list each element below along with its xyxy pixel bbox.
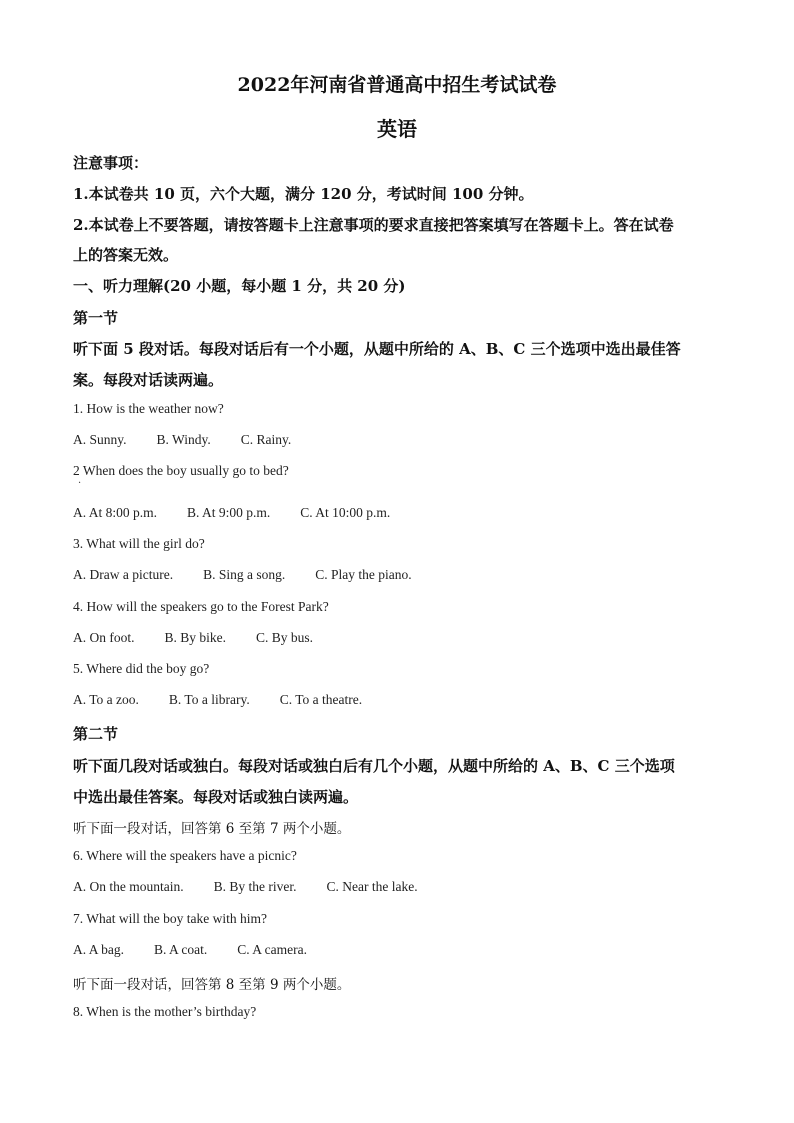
- section1-title: 第一节: [73, 309, 119, 327]
- question-4-text: 4. How will the speakers go to the Forest Park?: [73, 599, 329, 614]
- dialog-instruction-6-7: 听下面一段对话，回答第 6 至第 7 两个小题。: [73, 821, 351, 837]
- option-b: B. A coat.: [154, 942, 208, 957]
- question-6-text: 6. Where will the speakers have a picnic?: [73, 848, 297, 863]
- option-a: A. To a zoo.: [73, 692, 139, 707]
- question-1-options: [73, 432, 291, 448]
- question-2-options: [73, 505, 390, 521]
- notes-heading: 注意事项：: [73, 154, 149, 172]
- section1-instruction-line-2: 案。每段对话读两遍。: [73, 371, 224, 389]
- section1-instruction-line-1: 听下面 5 段对话。每段对话后有一个小题，从题中所给的 A、B、C 三个选项中选出最佳答: [73, 340, 681, 358]
- notes-item-2-line-2: 上的答案无效。: [73, 246, 179, 264]
- section2-title: 第二节: [73, 725, 119, 743]
- notes-item-1: 1.本试卷共 10 页，六个大题，满分 120 分，考试时间 100 分钟。: [73, 185, 534, 203]
- question-8-text: 8. When is the mother’s birthday?: [73, 1004, 257, 1019]
- option-a: A. Sunny.: [73, 432, 127, 447]
- subject-title: 英语: [377, 117, 417, 141]
- option-c: C. Near the lake.: [326, 879, 418, 894]
- section2-instruction-line-1: 听下面几段对话或独白。每段对话或独白后有几个小题，从题中所给的 A、B、C 三个选项: [73, 757, 675, 775]
- option-c: C. Play the piano.: [315, 567, 412, 582]
- exam-title: 2022年河南省普通高中招生考试试卷: [237, 74, 557, 96]
- question-2-text: 2 When does the boy usually go to bed?: [73, 463, 289, 478]
- option-c: C. To a theatre.: [279, 692, 363, 707]
- option-b: B. At 9:00 p.m.: [187, 505, 271, 520]
- option-c: C. By bus.: [256, 630, 314, 645]
- option-c: C. Rainy.: [240, 432, 292, 447]
- option-b: B. Windy.: [156, 432, 211, 447]
- option-b: B. Sing a song.: [203, 567, 286, 582]
- option-b: B. By bike.: [164, 630, 227, 645]
- part1-heading: 一、听力理解(20 小题，每小题 1 分，共 20 分): [73, 277, 406, 295]
- option-a: A. On the mountain.: [73, 879, 184, 894]
- notes-item-2-line-1: 2.本试卷上不要答题，请按答题卡上注意事项的要求直接把答案填写在答题卡上。答在试卷: [73, 216, 674, 234]
- question-4-options: [73, 630, 313, 646]
- question-7-text: 7. What will the boy take with him?: [73, 911, 267, 926]
- question-1-text: 1. How is the weather now?: [73, 401, 224, 416]
- option-a: A. Draw a picture.: [73, 567, 174, 582]
- question-5-text: 5. Where did the boy go?: [73, 661, 210, 676]
- option-c: C. A camera.: [237, 942, 307, 957]
- dialog-instruction-8-9: 听下面一段对话，回答第 8 至第 9 两个小题。: [73, 977, 351, 993]
- option-c: C. At 10:00 p.m.: [300, 505, 391, 520]
- option-a: A. A bag.: [73, 942, 125, 957]
- question-6-options: [73, 879, 418, 895]
- question-3-text: 3. What will the girl do?: [73, 536, 205, 551]
- option-b: B. By the river.: [213, 879, 297, 894]
- question-3-options: [73, 567, 412, 583]
- stray-dot: ·: [78, 478, 82, 489]
- option-b: B. To a library.: [168, 692, 250, 707]
- option-a: A. At 8:00 p.m.: [73, 505, 158, 520]
- section2-instruction-line-2: 中选出最佳答案。每段对话或独白读两遍。: [73, 788, 359, 806]
- question-5-options: [73, 692, 362, 708]
- option-a: A. On foot.: [73, 630, 135, 645]
- question-7-options: [73, 942, 307, 958]
